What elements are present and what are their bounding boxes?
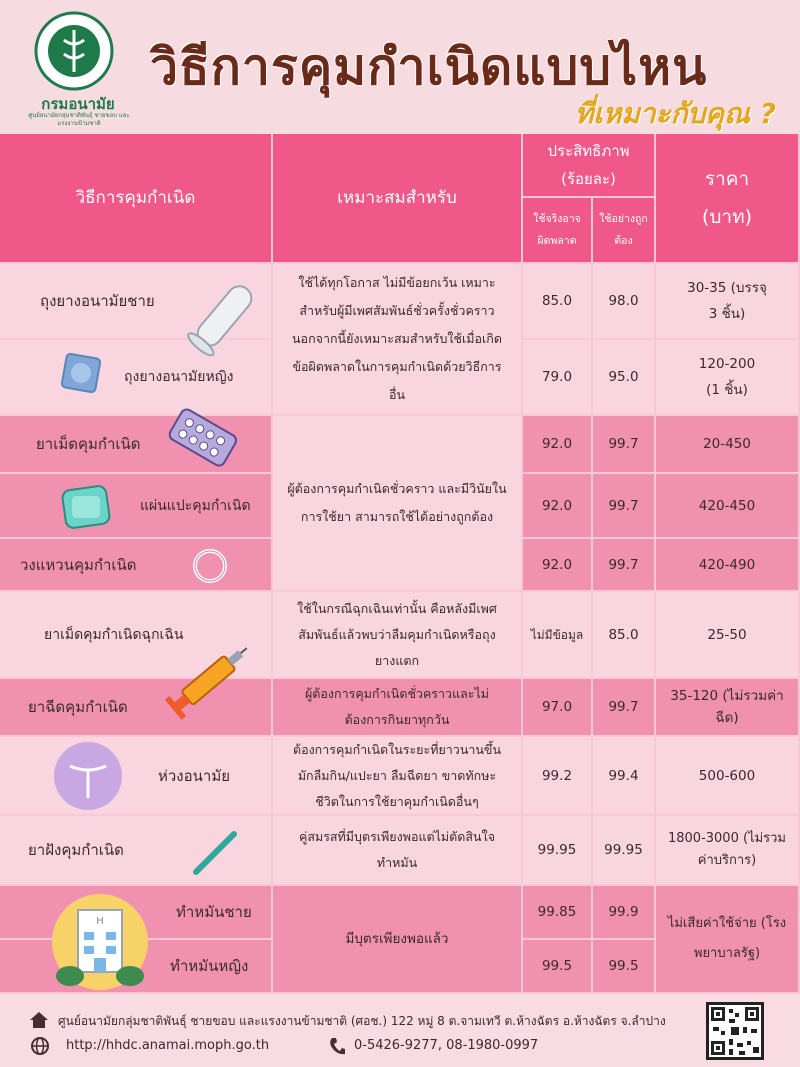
org-subname: ศูนย์อนามัยกลุ่มชาติพันธุ์ ชายขอบ และแรงงานข้ามชาติ xyxy=(28,112,130,127)
perfect-male-condom: 98.0 xyxy=(593,264,656,340)
price-sterilization: ไม่เสียค่าใช้จ่าย (โรงพยาบาลรัฐ) xyxy=(656,886,800,994)
method-pill: ยาเม็ดคุมกำเนิด xyxy=(0,416,273,474)
perfect-ring: 99.7 xyxy=(593,539,656,592)
perfect-injection: 99.7 xyxy=(593,679,656,737)
ministry-seal-logo xyxy=(28,10,120,92)
typical-injection: 97.0 xyxy=(523,679,593,737)
footer-phone: 0-5426-9277, 08-1980-0997 xyxy=(354,1038,539,1053)
price-iud: 500-600 xyxy=(656,737,800,816)
org-name: กรมอนามัย xyxy=(41,95,115,113)
suitable-condoms: ใช้ได้ทุกโอกาส ไม่มีข้อยกเว้น เหมาะสำหรับผู้มีเพศสัมพันธ์ชั่วครั้งชั่วคราว นอกจากนี้ยังเหมาะสมสำหรับใช้เมื่อเกิดข้อผิดพลาดในการคุมกำเนิดด้วยวิธีการอื่น xyxy=(273,264,523,416)
qr-code xyxy=(706,1002,764,1060)
perfect-female-condom: 95.0 xyxy=(593,340,656,416)
price-patch: 420-450 xyxy=(656,474,800,539)
footer-address: ศูนย์อนามัยกลุ่มชาติพันธุ์ ชายขอบ และแรงงานข้ามชาติ (ศอช.) 122 หมู่ 8 ต.จามเทวี ต.ห้างฉัตร อ.ห้างฉัตร จ.ลำปาง xyxy=(58,1014,666,1028)
suitable-iud: ต้องการคุมกำเนิดในระยะที่ยาวนานขึ้น มักลืมกิน/แปะยา ลืมฉีดยา ขาดทักษะชีวิตในการใช้ยาคุมกำเนิดอื่นๆ xyxy=(273,737,523,816)
iud-icon xyxy=(52,740,124,812)
perfect-pill: 99.7 xyxy=(593,416,656,474)
header-method: วิธีการคุมกำเนิด xyxy=(0,134,273,264)
typical-iud: 99.2 xyxy=(523,737,593,816)
perfect-female-sterilization: 99.5 xyxy=(593,940,656,994)
hospital-icon xyxy=(50,888,150,992)
method-iud: ห่วงอนามัย xyxy=(0,737,273,816)
suitable-implant: คู่สมรสที่มีบุตรเพียงพอแต่ไม่ตัดสินใจทำหมัน xyxy=(273,816,523,886)
syringe-icon xyxy=(162,634,258,724)
header-efficacy: ประสิทธิภาพ (ร้อยละ) xyxy=(523,134,656,198)
typical-ring: 92.0 xyxy=(523,539,593,592)
typical-male-sterilization: 99.85 xyxy=(523,886,593,940)
price-female-condom: 120-200 (1 ชิ้น) xyxy=(656,340,800,416)
typical-female-sterilization: 99.5 xyxy=(523,940,593,994)
method-implant: ยาฝังคุมกำเนิด xyxy=(0,816,273,886)
header-suitable: เหมาะสมสำหรับ xyxy=(273,134,523,264)
method-male-condom: ถุงยางอนามัยชาย xyxy=(0,264,273,340)
suitable-emergency: ใช้ในกรณีฉุกเฉินเท่านั้น คือหลังมีเพศสัมพันธ์แล้วพบว่าลืมคุมกำเนิดหรือถุงยางแตก xyxy=(273,592,523,679)
globe-icon xyxy=(30,1036,50,1056)
patch-icon xyxy=(58,482,114,532)
phone-icon xyxy=(328,1036,346,1056)
implant-icon xyxy=(190,828,240,878)
svg-text:H: H xyxy=(96,916,104,927)
female-condom-icon xyxy=(56,348,106,398)
suitable-hormonal: ผู้ต้องการคุมกำเนิดชั่วคราว และมีวินัยในการใช้ยา สามารถใช้ได้อย่างถูกต้อง xyxy=(273,416,523,592)
method-female-condom: ถุงยางอนามัยหญิง xyxy=(0,340,273,416)
price-injection: 35-120 (ไม่รวมค่าฉีด) xyxy=(656,679,800,737)
typical-implant: 99.95 xyxy=(523,816,593,886)
header-price: ราคา (บาท) xyxy=(656,134,800,264)
perfect-patch: 99.7 xyxy=(593,474,656,539)
home-icon xyxy=(28,1010,50,1030)
typical-patch: 92.0 xyxy=(523,474,593,539)
price-pill: 20-450 xyxy=(656,416,800,474)
suitable-injection: ผู้ต้องการคุมกำเนิดชั่วคราวและไม่ต้องการกินยาทุกวัน xyxy=(273,679,523,737)
page-title: วิธีการคุมกำเนิดแบบไหน xyxy=(150,38,708,96)
price-ring: 420-490 xyxy=(656,539,800,592)
suitable-sterilization: มีบุตรเพียงพอแล้ว xyxy=(273,886,523,994)
price-male-condom: 30-35 (บรรจุ 3 ชิ้น) xyxy=(656,264,800,340)
method-female-sterilization: ทำหมันหญิง xyxy=(0,940,273,994)
header-typical-use: ใช้จริงอาจผิดพลาด xyxy=(523,198,593,264)
header-perfect-use: ใช้อย่างถูกต้อง xyxy=(593,198,656,264)
perfect-emergency-pill: 85.0 xyxy=(593,592,656,679)
method-male-sterilization: ทำหมันชาย xyxy=(0,886,273,940)
perfect-implant: 99.95 xyxy=(593,816,656,886)
contraception-table xyxy=(0,134,800,994)
footer-website[interactable]: http://hhdc.anamai.moph.go.th xyxy=(66,1038,270,1053)
typical-female-condom: 79.0 xyxy=(523,340,593,416)
perfect-male-sterilization: 99.9 xyxy=(593,886,656,940)
perfect-iud: 99.4 xyxy=(593,737,656,816)
method-ring: วงแหวนคุมกำเนิด xyxy=(0,539,273,592)
method-patch: แผ่นแปะคุมกำเนิด xyxy=(0,474,273,539)
condom-icon xyxy=(180,274,264,364)
price-emergency-pill: 25-50 xyxy=(656,592,800,679)
ring-icon xyxy=(190,546,230,586)
typical-emergency-pill: ไม่มีข้อมูล xyxy=(523,592,593,679)
price-implant: 1800-3000 (ไม่รวมค่าบริการ) xyxy=(656,816,800,886)
typical-pill: 92.0 xyxy=(523,416,593,474)
method-emergency-pill: ยาเม็ดคุมกำเนิดฉุกเฉิน xyxy=(0,592,273,679)
pill-pack-icon xyxy=(162,402,242,472)
method-injection: ยาฉีดคุมกำเนิด xyxy=(0,679,273,737)
page-subtitle: ที่เหมาะกับคุณ ? xyxy=(574,97,776,130)
typical-male-condom: 85.0 xyxy=(523,264,593,340)
